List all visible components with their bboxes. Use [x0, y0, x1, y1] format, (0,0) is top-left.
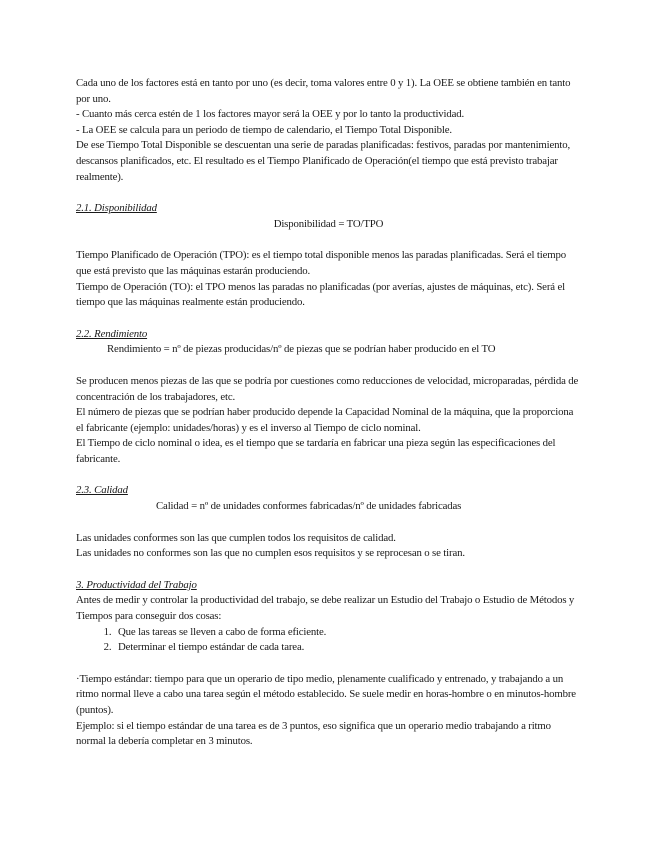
calidad-paragraph-2: Las unidades no conformes son las que no cumplen esos requisitos y se reprocesan o se tiran. [76, 547, 465, 560]
section-heading-calidad: 2.3. Calidad [76, 484, 128, 497]
intro-paragraph-4: De ese Tiempo Total Disponible se descuentan una serie de paradas planificadas: festivos, paradas por mantenimiento, descansos planificados, etc. El resultado es el Tiempo Planificado de Operación(el tiempo que está previsto trabajar realmente). [76, 139, 571, 183]
productividad-intro: Antes de medir y controlar la productividad del trabajo, se debe realizar un Estudio del Trabajo o Estudio de Métodos y Tiempos para conseguir dos cosas: [76, 594, 575, 623]
section-heading-productividad: 3. Productividad del Trabajo [76, 578, 197, 591]
rendimiento-paragraph-1: Se producen menos piezas de las que se podría por cuestiones como reducciones de velocidad, microparadas, pérdida de concentración de los trabajadores, etc. [76, 374, 579, 403]
section-heading-disponibilidad: 2.1. Disponibilidad [76, 202, 157, 215]
calidad-paragraph-1: Las unidades conformes son las que cumplen todos los requisitos de calidad. [76, 531, 396, 544]
list-item: 2. Determinar el tiempo estándar de cada tarea. [114, 640, 581, 656]
formula-disponibilidad: Disponibilidad = TO/TPO [273, 217, 384, 230]
formula-rendimiento: Rendimiento = nº de piezas producidas/nº de piezas que se podrían haber producido en el TO [107, 343, 496, 356]
rendimiento-paragraph-2: El número de piezas que se podrían haber producido depende la Capacidad Nominal de la máquina, que la proporciona el fabricante (ejemplo: unidades/horas) y es el inverso al Tiempo de ciclo nominal. [76, 406, 574, 434]
section-heading-rendimiento: 2.2. Rendimiento [76, 327, 148, 340]
disponibilidad-paragraph-1: Tiempo Planificado de Operación (TPO): es el tiempo total disponible menos las paradas planificadas. Será el tiempo que está previsto que las máquinas estarán produciendo. [76, 249, 566, 277]
document-body [76, 76, 581, 750]
disponibilidad-paragraph-2: Tiempo de Operación (TO): el TPO menos las paradas no planificadas (por averías, ajustes de máquinas, etc). Será el tiempo que las máquinas realmente están produciendo. [76, 280, 565, 309]
productividad-paragraph-1: ·Tiempo estándar: tiempo para que un operario de tipo medio, plenamente cualificado y entrenado, y trabajando a un ritmo normal lleve a cabo una tarea según el método establecido. Se suele medir en horas-hombre o en minutos-hombre (puntos). [76, 672, 576, 716]
intro-paragraph-3: - La OEE se calcula para un periodo de tiempo de calendario, el Tiempo Total Disponible. [76, 123, 452, 136]
intro-paragraph-2: - Cuanto más cerca estén de 1 los factores mayor será la OEE y por lo tanto la productividad. [76, 108, 465, 121]
intro-paragraph-1: Cada uno de los factores está en tanto por uno (es decir, toma valores entre 0 y 1). La OEE se obtiene también en tanto por uno. [76, 77, 571, 105]
list-item: 1. Que las tareas se lleven a cabo de forma eficiente. [114, 625, 581, 641]
productividad-list [76, 625, 581, 656]
productividad-paragraph-2: Ejemplo: si el tiempo estándar de una tarea es de 3 puntos, eso significa que un operario medio trabajando a ritmo normal la debería completar en 3 minutos. [76, 719, 551, 748]
rendimiento-paragraph-3: El Tiempo de ciclo nominal o idea, es el tiempo que se tardaría en fabricar una pieza según las especificaciones del fabricante. [76, 437, 556, 465]
formula-calidad: Calidad = nº de unidades conformes fabricadas/nº de unidades fabricadas [156, 500, 462, 513]
